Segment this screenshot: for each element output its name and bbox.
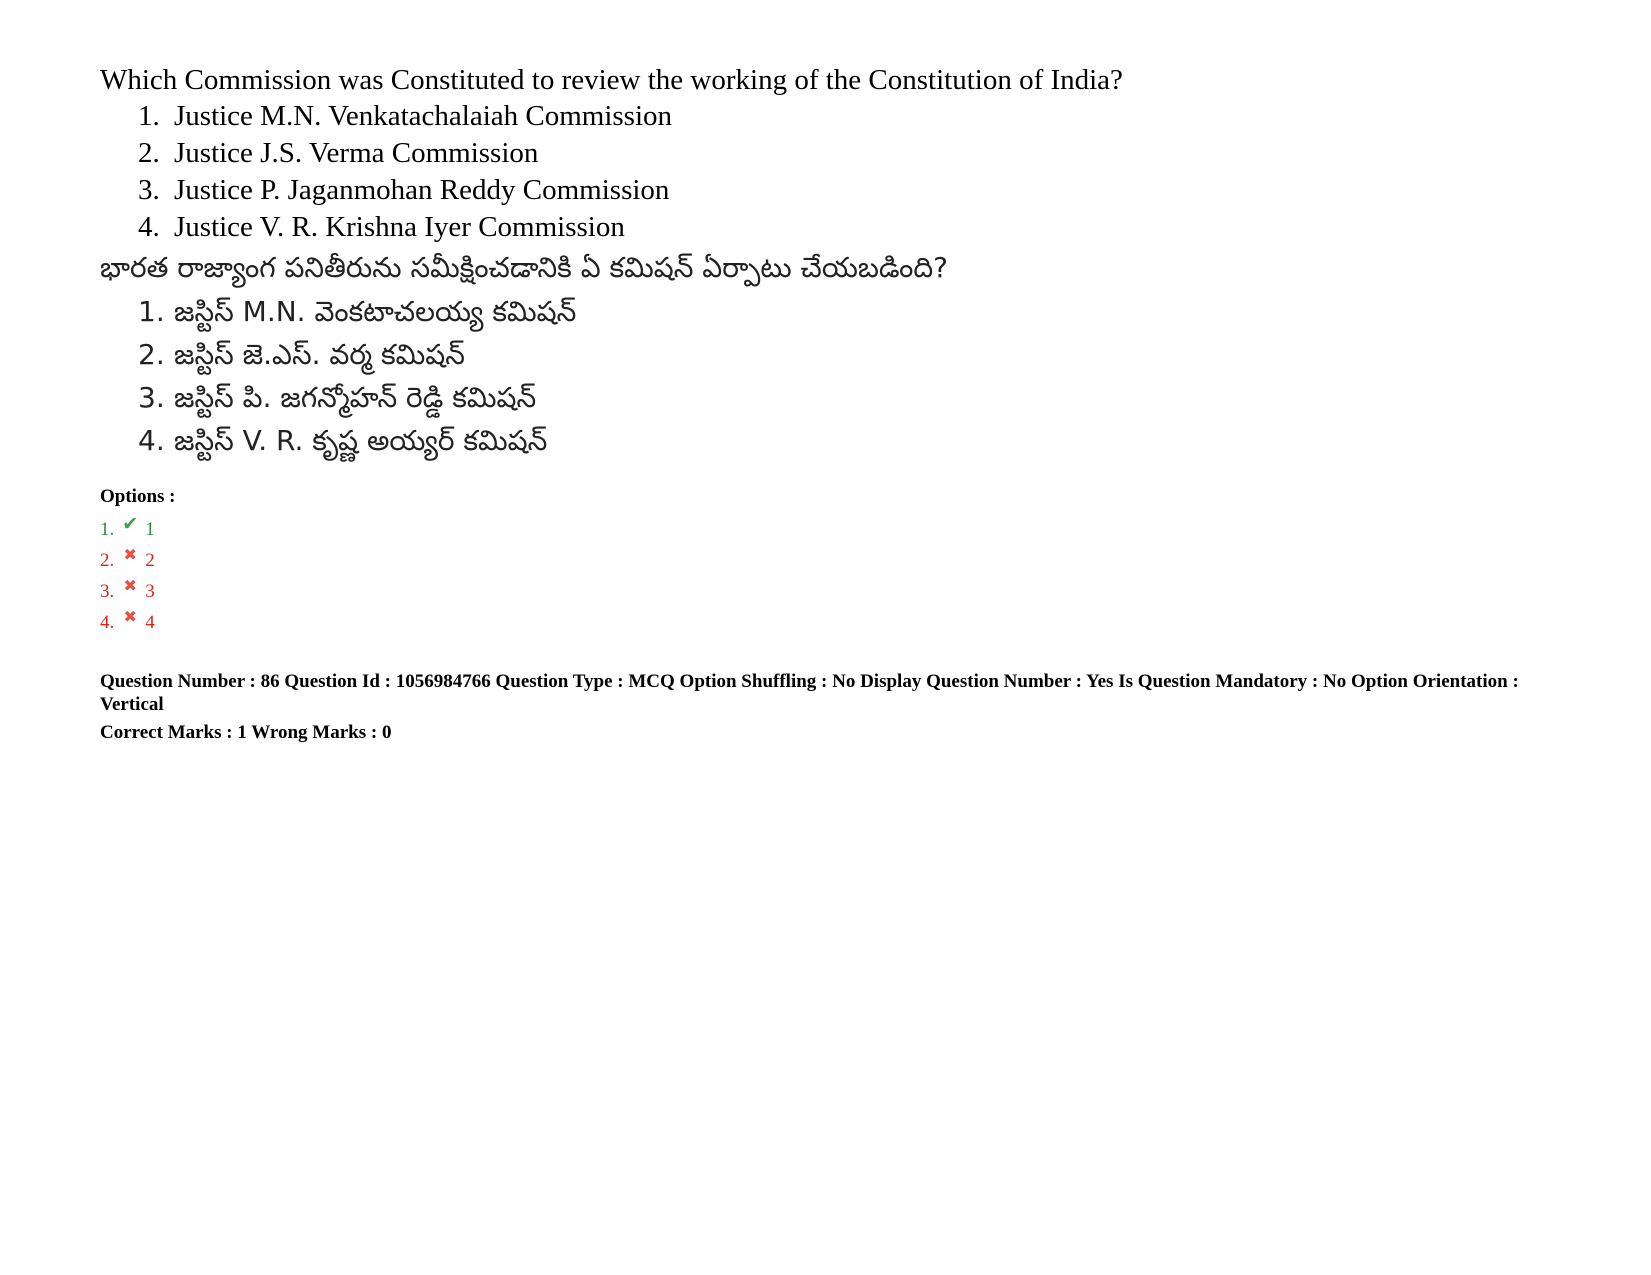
question-image [100, 62, 1350, 462]
choice-telugu: 4. జస్టిస్ V. R. కృష్ణ అయ్యర్ కమిషన్ [138, 424, 548, 457]
option-item: 4. ✖ 4 [100, 607, 155, 638]
cross-icon: ✖ [123, 609, 137, 626]
option-item: 3. ✖ 3 [100, 576, 155, 607]
choice-telugu: 3. జస్టిస్ పి. జగన్మోహన్ రెడ్డి కమిషన్ [138, 381, 537, 414]
cross-icon: ✖ [123, 547, 137, 564]
question-metadata: Question Number : 86 Question Id : 1056984766 Question Type : MCQ Option Shuffling : No Display Question Number : Yes Is Question Mandatory : No Option Orientation : Vertical [100, 671, 1519, 715]
check-icon: ✔ [122, 514, 139, 535]
choice-list-english [100, 98, 1350, 246]
choice-english: 2. Justice J.S. Verma Commission [138, 137, 539, 169]
choice-telugu: 2. జస్టిస్ జె.ఎస్. వర్మ కమిషన్ [138, 338, 465, 371]
marks-info: Correct Marks : 1 Wrong Marks : 0 [100, 722, 392, 743]
choice-english: 1. Justice M.N. Venkatachalaiah Commission [138, 100, 673, 132]
choice-list-telugu [100, 290, 1350, 462]
cross-icon: ✖ [123, 578, 137, 595]
question-text-telugu: భారత రాజ్యాంగ పనితీరును సమీక్షించడానికి ఏ కమిషన్ ఏర్పాటు చేయబడింది? [100, 251, 948, 284]
choice-english: 3. Justice P. Jaganmohan Reddy Commission [138, 174, 670, 206]
choice-english: 4. Justice V. R. Krishna Iyer Commission [138, 211, 625, 243]
options-heading: Options : [100, 486, 176, 507]
option-item: 1. ✔ 1 [100, 514, 155, 545]
options-list [100, 514, 155, 638]
question-text-english: Which Commission was Constituted to review the working of the Constitution of India? [100, 64, 1123, 96]
choice-telugu: 1. జస్టిస్ M.N. వెంకటాచలయ్య కమిషన్ [138, 295, 577, 328]
option-item: 2. ✖ 2 [100, 545, 155, 576]
